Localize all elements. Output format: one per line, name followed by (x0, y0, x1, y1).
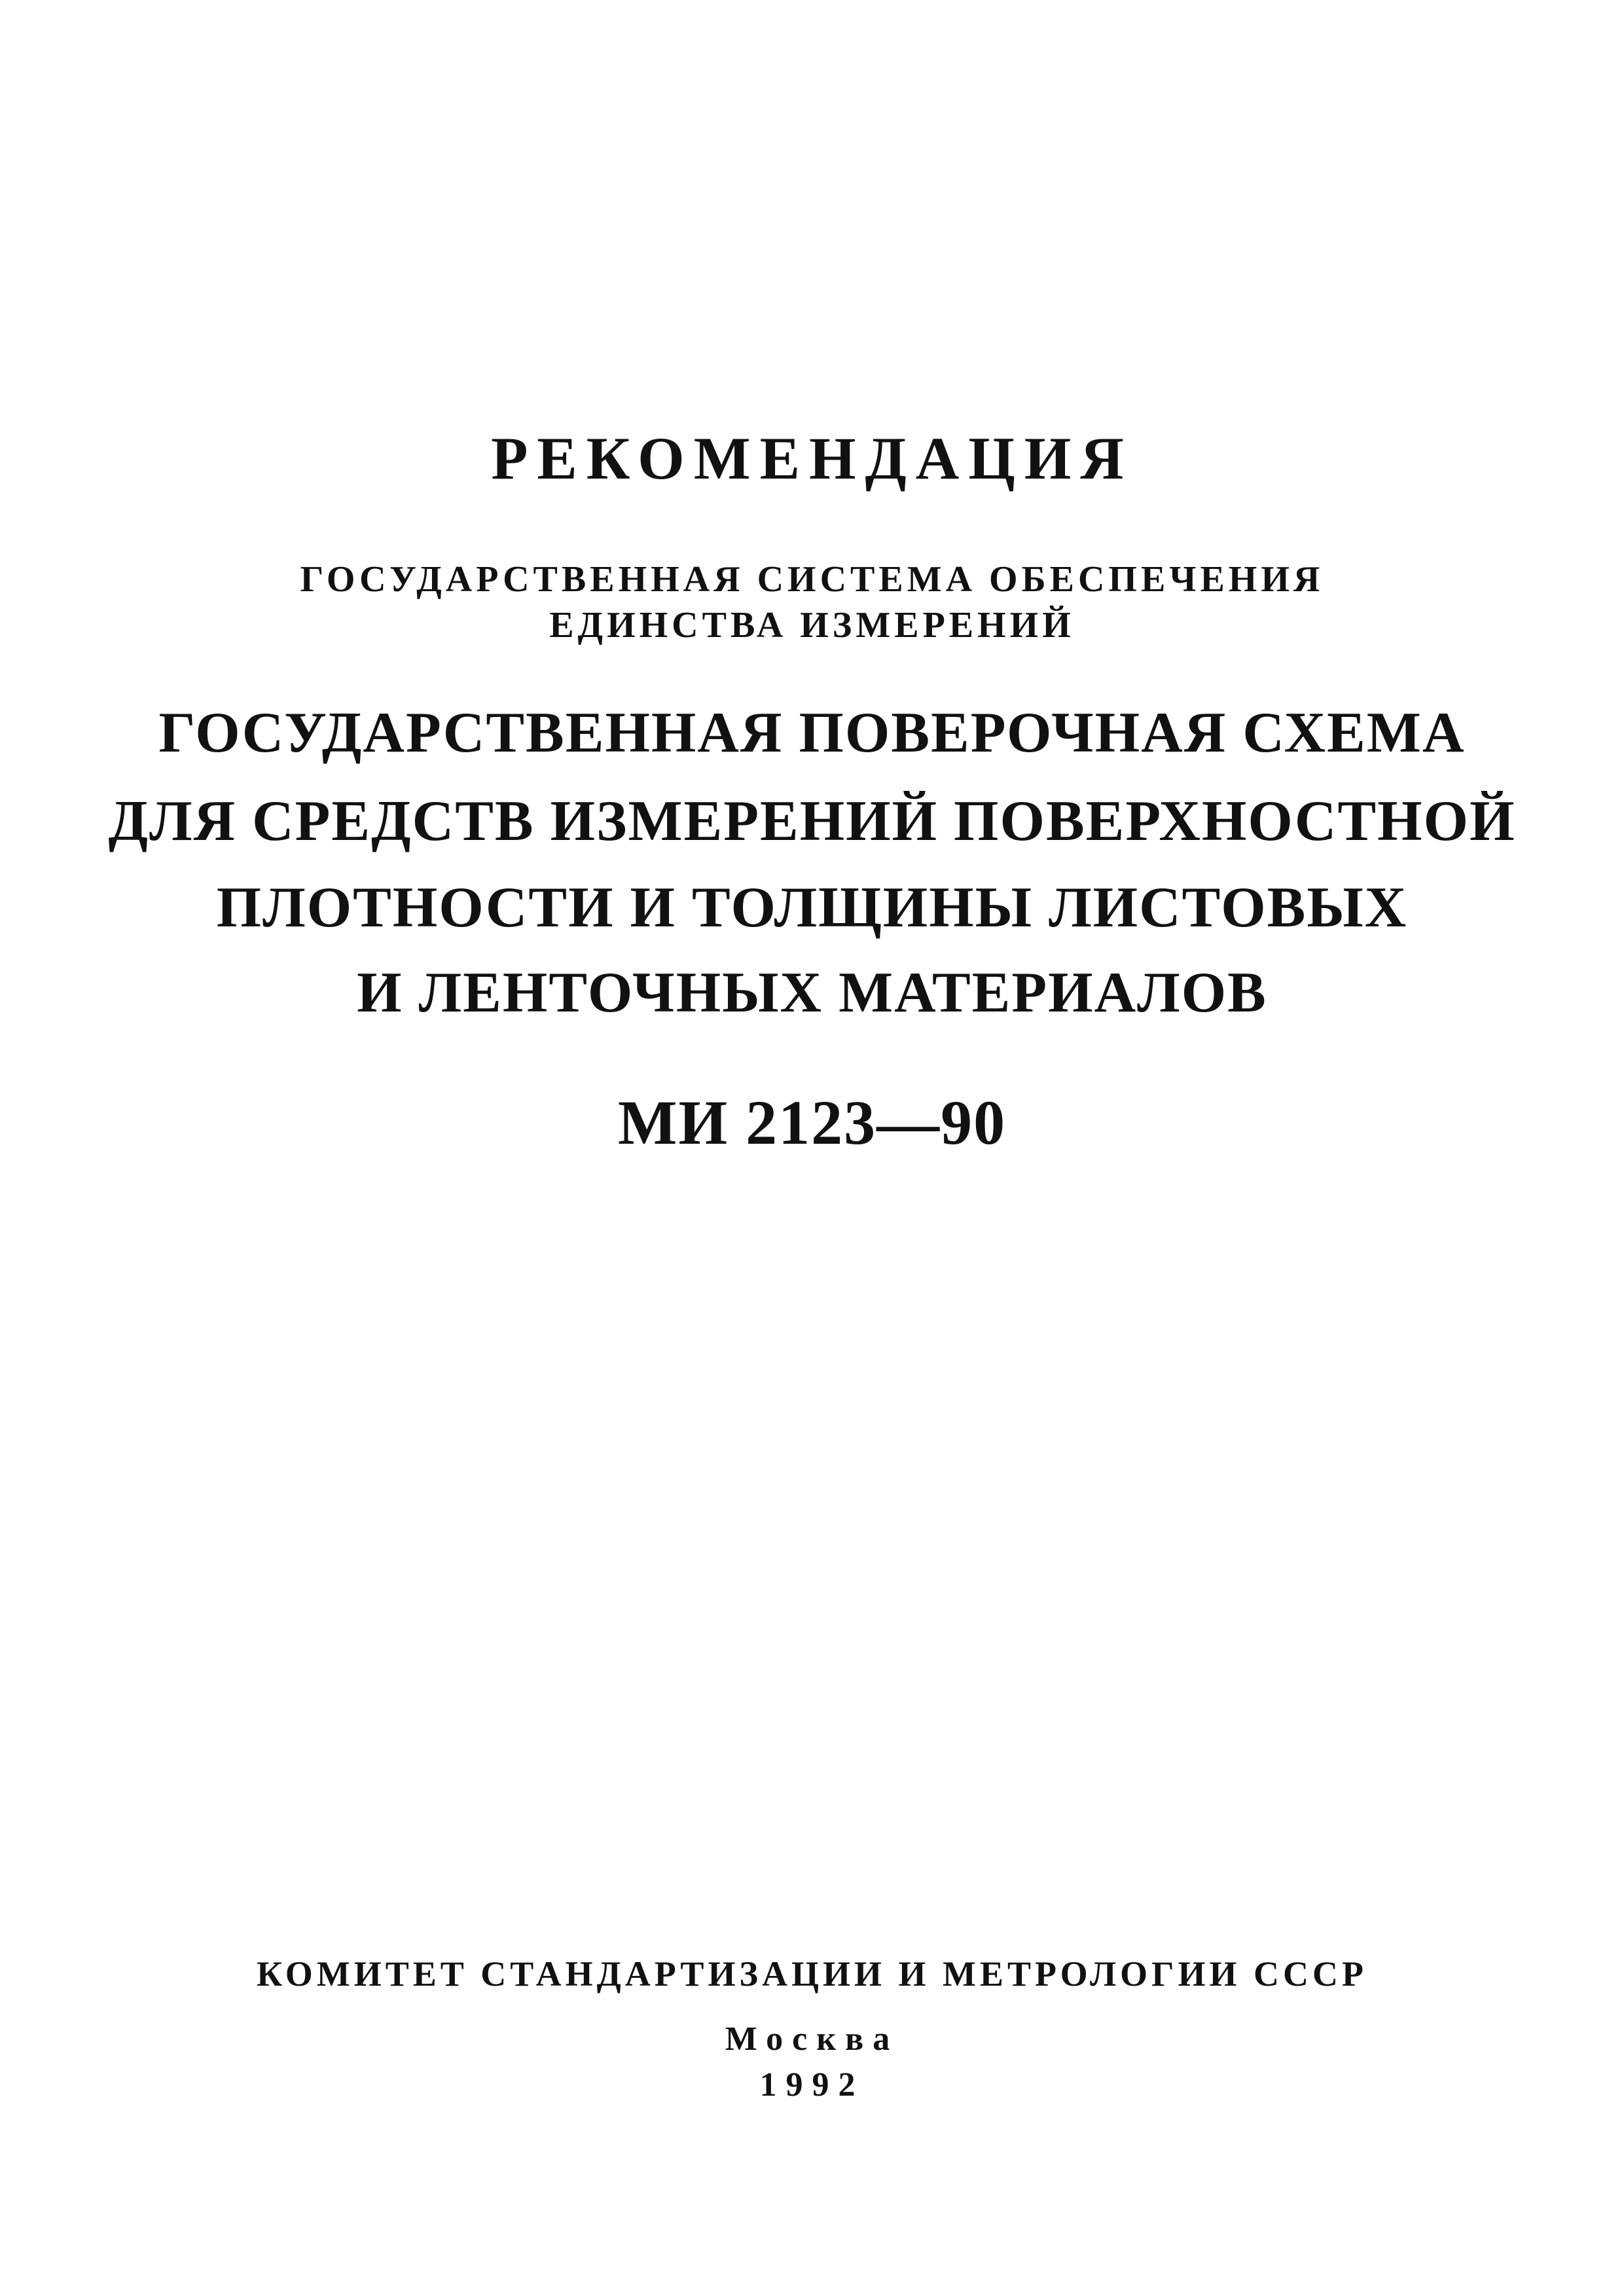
publication-city: Москва (725, 2020, 899, 2058)
publication-year: 1992 (759, 2066, 865, 2104)
series-name-line-1: ГОСУДАРСТВЕННАЯ СИСТЕМА ОБЕСПЕЧЕНИЯ (300, 559, 1324, 600)
publisher-name: КОМИТЕТ СТАНДАРТИЗАЦИИ И МЕТРОЛОГИИ СССР (256, 1954, 1368, 1994)
document-type-heading: РЕКОМЕНДАЦИЯ (491, 425, 1133, 492)
document-title-line-4: И ЛЕНТОЧНЫХ МАТЕРИАЛОВ (357, 961, 1267, 1025)
document-title-line-3: ПЛОТНОСТИ И ТОЛЩИНЫ ЛИСТОВЫХ (216, 876, 1408, 939)
document-title-line-2: ДЛЯ СРЕДСТВ ИЗМЕРЕНИЙ ПОВЕРХНОСТНОЙ (108, 790, 1516, 853)
document-title-line-1: ГОСУДАРСТВЕННАЯ ПОВЕРОЧНАЯ СХЕМА (158, 701, 1466, 765)
series-name-line-2: ЕДИНСТВА ИЗМЕРЕНИЙ (549, 605, 1075, 646)
document-code: МИ 2123—90 (617, 1087, 1007, 1157)
